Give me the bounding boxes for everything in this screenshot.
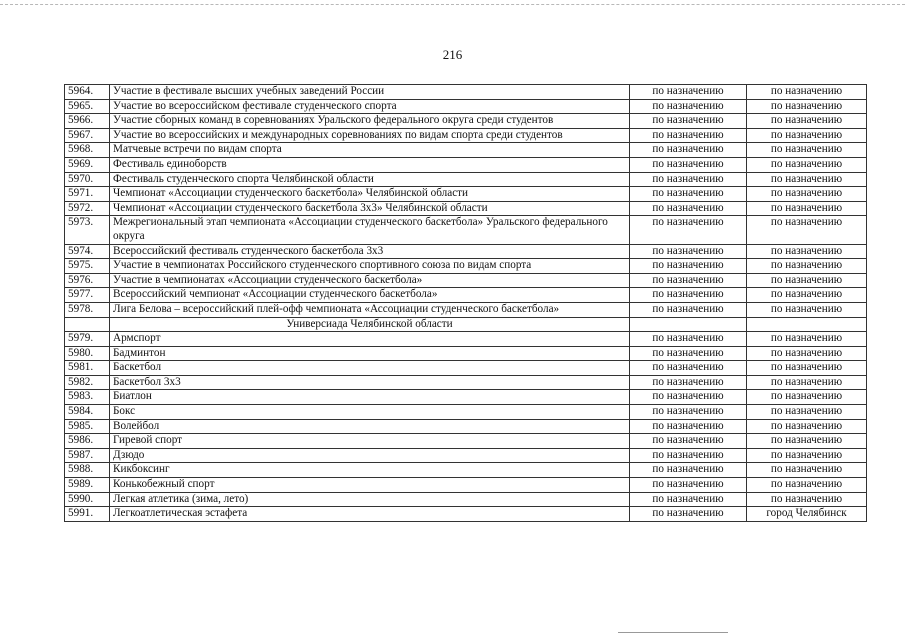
period-cell: по назначению	[630, 143, 747, 158]
row-number: 5978.	[65, 302, 110, 317]
period-cell: по назначению	[630, 419, 747, 434]
row-number: 5980.	[65, 346, 110, 361]
period-cell: по назначению	[630, 99, 747, 114]
event-name: Гиревой спорт	[110, 434, 630, 449]
location-cell: по назначению	[747, 201, 867, 216]
location-cell: по назначению	[747, 361, 867, 376]
period-cell: по назначению	[630, 273, 747, 288]
event-name: Дзюдо	[110, 448, 630, 463]
location-cell: по назначению	[747, 143, 867, 158]
event-name: Участие во всероссийских и международных соревнованиях по видам спорта среди студентов	[110, 128, 630, 143]
row-number: 5974.	[65, 244, 110, 259]
event-name: Всероссийский чемпионат «Ассоциации студенческого баскетбола»	[110, 288, 630, 303]
row-number: 5965.	[65, 99, 110, 114]
location-cell: по назначению	[747, 332, 867, 347]
row-number: 5990.	[65, 492, 110, 507]
row-number: 5975.	[65, 259, 110, 274]
event-name: Всероссийский фестиваль студенческого баскетбола 3х3	[110, 244, 630, 259]
location-cell: по назначению	[747, 273, 867, 288]
table-row	[65, 390, 867, 405]
section-cell-3	[630, 317, 747, 332]
period-cell: по назначению	[630, 492, 747, 507]
period-cell: по назначению	[630, 157, 747, 172]
table-row	[65, 157, 867, 172]
location-cell: по назначению	[747, 187, 867, 202]
period-cell: по назначению	[630, 463, 747, 478]
event-name: Чемпионат «Ассоциации студенческого баскетбола 3х3» Челябинской области	[110, 201, 630, 216]
table-row	[65, 375, 867, 390]
table-row	[65, 302, 867, 317]
table-row	[65, 346, 867, 361]
period-cell: по назначению	[630, 361, 747, 376]
table-row	[65, 492, 867, 507]
page-number: 216	[442, 47, 463, 62]
row-number: 5969.	[65, 157, 110, 172]
location-cell: по назначению	[747, 434, 867, 449]
table-row	[65, 405, 867, 420]
row-number: 5983.	[65, 390, 110, 405]
table-row	[65, 187, 867, 202]
row-number: 5968.	[65, 143, 110, 158]
row-number: 5987.	[65, 448, 110, 463]
table-row	[65, 361, 867, 376]
table-row	[65, 507, 867, 522]
row-number: 5976.	[65, 273, 110, 288]
event-name: Фестиваль единоборств	[110, 157, 630, 172]
event-name: Кикбоксинг	[110, 463, 630, 478]
period-cell: по назначению	[630, 302, 747, 317]
location-cell: по назначению	[747, 492, 867, 507]
event-name: Межрегиональный этап чемпионата «Ассоциации студенческого баскетбола» Уральского федерального округа	[110, 216, 630, 244]
row-number: 5991.	[65, 507, 110, 522]
table-row	[65, 201, 867, 216]
row-number: 5982.	[65, 375, 110, 390]
period-cell: по назначению	[630, 244, 747, 259]
row-number: 5981.	[65, 361, 110, 376]
period-cell: по назначению	[630, 332, 747, 347]
location-cell: по назначению	[747, 114, 867, 129]
event-name: Биатлон	[110, 390, 630, 405]
location-cell: по назначению	[747, 448, 867, 463]
period-cell: по назначению	[630, 434, 747, 449]
location-cell: по назначению	[747, 244, 867, 259]
event-name: Бадминтон	[110, 346, 630, 361]
table-body-main	[65, 85, 867, 318]
row-number: 5967.	[65, 128, 110, 143]
section-title: Универсиада Челябинской области	[110, 317, 630, 332]
period-cell: по назначению	[630, 187, 747, 202]
section-cell-4	[747, 317, 867, 332]
period-cell: по назначению	[630, 201, 747, 216]
table-row	[65, 99, 867, 114]
location-cell: по назначению	[747, 478, 867, 493]
location-cell: по назначению	[747, 463, 867, 478]
row-number: 5989.	[65, 478, 110, 493]
event-name: Участие во всероссийском фестивале студенческого спорта	[110, 99, 630, 114]
event-name: Волейбол	[110, 419, 630, 434]
table-row	[65, 463, 867, 478]
event-name: Фестиваль студенческого спорта Челябинской области	[110, 172, 630, 187]
event-name: Лига Белова – всероссийский плей-офф чемпионата «Ассоциации студенческого баскетбола»	[110, 302, 630, 317]
period-cell: по назначению	[630, 259, 747, 274]
period-cell: по назначению	[630, 128, 747, 143]
location-cell: по назначению	[747, 390, 867, 405]
table-row	[65, 259, 867, 274]
row-number: 5971.	[65, 187, 110, 202]
period-cell: по назначению	[630, 216, 747, 244]
event-name: Армспорт	[110, 332, 630, 347]
location-cell: по назначению	[747, 405, 867, 420]
table-row	[65, 332, 867, 347]
row-number: 5973.	[65, 216, 110, 244]
table-row	[65, 128, 867, 143]
table-row	[65, 478, 867, 493]
location-cell: по назначению	[747, 375, 867, 390]
table-body-universiade	[65, 332, 867, 522]
event-name: Баскетбол	[110, 361, 630, 376]
period-cell: по назначению	[630, 375, 747, 390]
event-name: Легкая атлетика (зима, лето)	[110, 492, 630, 507]
row-number: 5964.	[65, 85, 110, 100]
row-number: 5988.	[65, 463, 110, 478]
period-cell: по назначению	[630, 405, 747, 420]
row-number: 5966.	[65, 114, 110, 129]
table-row	[65, 216, 867, 244]
period-cell: по назначению	[630, 346, 747, 361]
location-cell: по назначению	[747, 419, 867, 434]
event-name: Участие в фестивале высших учебных заведений России	[110, 85, 630, 100]
event-name: Конькобежный спорт	[110, 478, 630, 493]
location-cell: по назначению	[747, 259, 867, 274]
location-cell: по назначению	[747, 128, 867, 143]
period-cell: по назначению	[630, 114, 747, 129]
row-number: 5984.	[65, 405, 110, 420]
location-cell: по назначению	[747, 172, 867, 187]
table-row	[65, 114, 867, 129]
table-row	[65, 419, 867, 434]
section-row	[65, 317, 867, 332]
period-cell: по назначению	[630, 288, 747, 303]
event-name: Бокс	[110, 405, 630, 420]
table-row	[65, 143, 867, 158]
row-number: 5985.	[65, 419, 110, 434]
location-cell: по назначению	[747, 85, 867, 100]
location-cell: по назначению	[747, 216, 867, 244]
location-cell: по назначению	[747, 99, 867, 114]
row-number: 5970.	[65, 172, 110, 187]
event-name: Чемпионат «Ассоциации студенческого баскетбола» Челябинской области	[110, 187, 630, 202]
location-cell: по назначению	[747, 302, 867, 317]
location-cell: по назначению	[747, 346, 867, 361]
period-cell: по назначению	[630, 390, 747, 405]
period-cell: по назначению	[630, 507, 747, 522]
section-num-cell	[65, 317, 110, 332]
table-row	[65, 288, 867, 303]
table-row	[65, 172, 867, 187]
location-cell: город Челябинск	[747, 507, 867, 522]
event-name: Баскетбол 3х3	[110, 375, 630, 390]
location-cell: по назначению	[747, 157, 867, 172]
row-number: 5977.	[65, 288, 110, 303]
event-name: Матчевые встречи по видам спорта	[110, 143, 630, 158]
event-name: Участие в чемпионатах Российского студенческого спортивного союза по видам спорта	[110, 259, 630, 274]
bottom-edge-mark	[618, 632, 728, 633]
event-name: Участие в чемпионатах «Ассоциации студенческого баскетбола»	[110, 273, 630, 288]
event-name: Легкоатлетическая эстафета	[110, 507, 630, 522]
events-table	[64, 84, 867, 522]
table-row	[65, 448, 867, 463]
period-cell: по назначению	[630, 172, 747, 187]
row-number: 5986.	[65, 434, 110, 449]
table-section	[65, 317, 867, 332]
period-cell: по назначению	[630, 85, 747, 100]
table-row	[65, 85, 867, 100]
event-name: Участие сборных команд в соревнованиях Уральского федерального округа среди студентов	[110, 114, 630, 129]
table-row	[65, 244, 867, 259]
table-row	[65, 434, 867, 449]
period-cell: по назначению	[630, 448, 747, 463]
table-row	[65, 273, 867, 288]
row-number: 5979.	[65, 332, 110, 347]
location-cell: по назначению	[747, 288, 867, 303]
period-cell: по назначению	[630, 478, 747, 493]
row-number: 5972.	[65, 201, 110, 216]
top-dashed-rule	[0, 4, 905, 5]
